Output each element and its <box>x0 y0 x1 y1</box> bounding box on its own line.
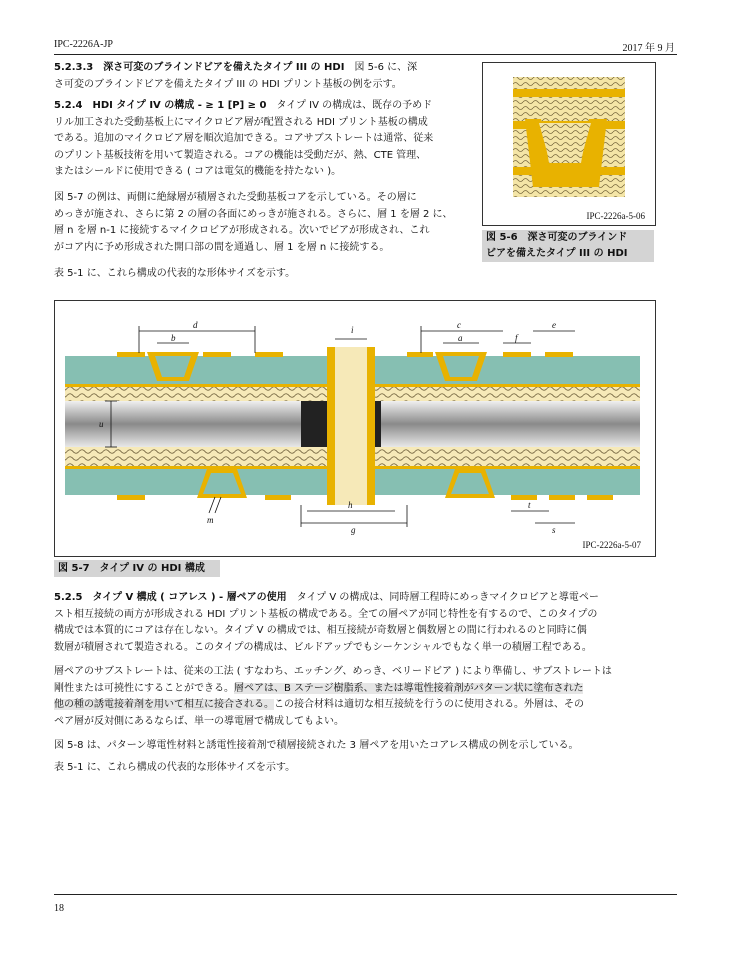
dim-label-m: m <box>207 515 214 525</box>
caption-line: ビアを備えたタイプ III の HDI <box>486 248 628 259</box>
text-line: この接合材料は適切な相互接続を行うのに使用される。外層は、その <box>274 699 584 710</box>
text-line: タイプ IV の構成は、既存の予めド <box>276 100 433 111</box>
paragraph-table-ref-2: 表 5-1 に、これら構成の代表的な形体サイズを示す。 <box>54 762 296 773</box>
dim-label-e: e <box>552 320 556 330</box>
figure-5-6 <box>482 62 656 226</box>
dim-label-d: d <box>193 320 198 330</box>
figure-5-6-drawing <box>483 63 655 225</box>
section-5-2-5 <box>54 590 679 656</box>
text-line: さ可変のブラインドビアを備えたタイプ III の HDI プリント基板の例を示す。 <box>54 78 402 90</box>
highlighted-text: 層ペアは、B ステージ樹脂系、または導電性接着剤がパターン状に塗布された <box>234 682 584 694</box>
dim-label-g: g <box>351 525 356 535</box>
header-date: 2017 年 9 月 <box>622 43 675 54</box>
text-line: めっきが施され、さらに第 2 の層の各面にめっきが施される。さらに、層 1 を層 2 に、 <box>54 208 453 220</box>
section-5-2-4 <box>54 98 474 181</box>
paragraph-layer-pair <box>54 664 679 730</box>
text-line: タイプ V の構成は、同時層工程時にめっきマイクロビアと導電ペー <box>296 592 599 603</box>
section-number: 5.2.3.3 <box>54 62 94 73</box>
text-line: 数層が積層されて製造される。このタイプの構成は、ビルドアップでもシーケンシャルでもなく単一の積層工程である。 <box>54 641 592 653</box>
section-title: HDI タイプ IV の構成 - ≥ 1 [P] ≥ 0 <box>92 100 267 111</box>
section-title: タイプ V 構成 ( コアレス ) - 層ペアの使用 <box>92 592 287 603</box>
text-line: 図 5-7 の例は、両側に絶縁層が積層された受動基板コアを示している。その層に <box>54 192 417 203</box>
dim-label-u: u <box>99 419 104 429</box>
page-number: 18 <box>54 903 64 914</box>
text-line: ペア層が反対側にあるならば、単一の導電層で構成してもよい。 <box>54 715 344 727</box>
figure-5-7-drawing <box>55 301 655 556</box>
figure-5-6-id: IPC-2226a-5-06 <box>586 211 645 221</box>
paragraph-table-ref: 表 5-1 に、これら構成の代表的な形体サイズを示す。 <box>54 268 296 279</box>
text-line: のプリント基板技術を用いて製造される。コアの機能は受動だが、熱、CTE 管理、 <box>54 149 427 161</box>
dim-label-i: i <box>351 325 354 335</box>
figure-5-7 <box>54 300 656 557</box>
dim-label-t: t <box>528 500 531 510</box>
dim-label-a: a <box>458 333 463 343</box>
text-line: スト相互接続の両方が形成される HDI プリント基板の構成である。全ての層ペアが同じ特性を有するので、このタイプの <box>54 608 598 620</box>
dim-label-b: b <box>171 333 176 343</box>
text-line: がコア内に予め形成された開口部の間を通過し、層 1 を層 n に接続する。 <box>54 241 390 253</box>
text-line: リル加工された受動基板上にマイクロビア層が配置される HDI プリント基板の構成 <box>54 116 428 128</box>
text-line: 図 5-6 に、深 <box>354 62 418 73</box>
footer-rule <box>54 894 677 895</box>
text-line: 剛性または可撓性にすることができる。 <box>54 682 234 694</box>
text-line: 構成では本質的にコアは存在しない。タイプ V の構成では、相互接続が奇数層と偶数層との間に行われるのと同時に偶 <box>54 625 587 636</box>
dim-label-c: c <box>457 320 461 330</box>
text-line: 層 n を層 n-1 に接続するマイクロビアが形成される。次いでビアが形成され、これ <box>54 225 430 236</box>
section-number: 5.2.4 <box>54 100 83 111</box>
figure-5-6-caption <box>482 230 654 262</box>
paragraph-fig57-desc <box>54 190 474 256</box>
text-line: 層ペアのサブストレートは、従来の工法 ( すなわち、エッチング、めっき、ベリードビア ) により準備し、サブストレートは <box>54 666 612 677</box>
dim-label-s: s <box>552 525 556 535</box>
caption-line: 図 5-6 深さ可変のブラインド <box>486 232 628 243</box>
section-title: 深さ可変のブラインドビアを備えたタイプ III の HDI <box>103 62 345 73</box>
dim-label-h: h <box>348 500 353 510</box>
highlighted-text: 他の種の誘電接着剤を用いて相互に接合される。 <box>54 699 274 710</box>
section-number: 5.2.5 <box>54 592 83 603</box>
dim-label-f: f <box>515 333 518 343</box>
header-rule <box>54 54 677 55</box>
text-line: である。追加のマイクロビア層を順次追加できる。コアサブストレートは通常、従来 <box>54 133 434 144</box>
text-line: またはシールドに使用できる ( コアは電気的機能を持たない )。 <box>54 166 342 177</box>
paragraph-fig58: 図 5-8 は、パターン導電性材料と誘電性接着剤で積層接続された 3 層ペアを用いたコアレス構成の例を示している。 <box>54 740 579 751</box>
figure-5-7-id: IPC-2226a-5-07 <box>582 540 641 550</box>
figure-5-7-caption: 図 5-7 タイプ IV の HDI 構成 <box>54 560 220 577</box>
section-5-2-3-3 <box>54 60 474 93</box>
header-doc-id: IPC-2226A-JP <box>54 39 113 50</box>
